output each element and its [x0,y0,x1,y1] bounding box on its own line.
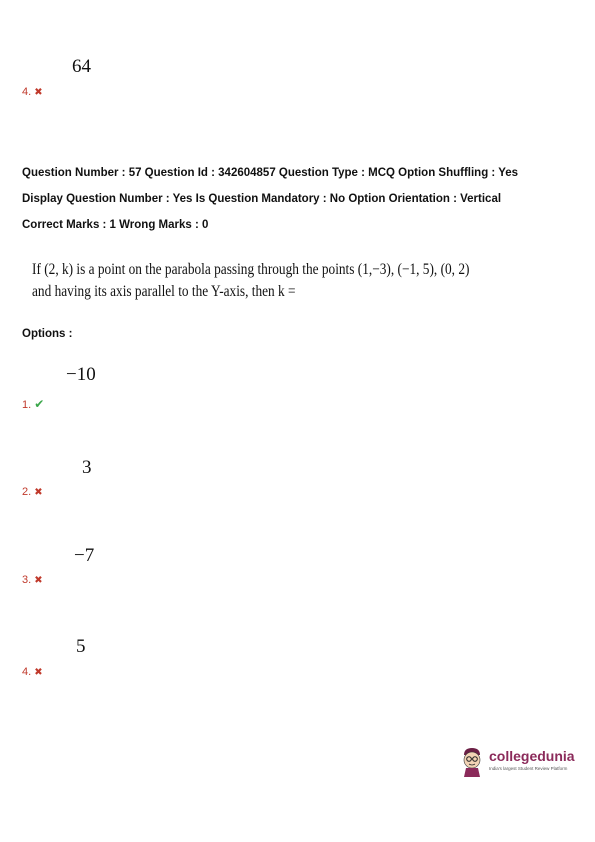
question-text-line2: and having its axis parallel to the Y-axis, then k = [32,283,296,300]
prev-option-value: 64 [72,56,91,77]
option-1-number-label: 1. [22,399,32,411]
question-text [32,259,469,303]
options-label: Options : [22,328,73,340]
logo-tagline: India's largest Student Review Platform [489,766,568,771]
question-text-line1: If (2, k) is a point on the parabola passing through the points (1,−3), (−1, 5), (0, 2) [32,261,470,278]
option-1-number [22,397,44,411]
mascot-icon [458,746,486,778]
option-3-number-label: 3. [22,574,32,586]
question-meta [22,160,518,238]
option-2-value: 3 [82,457,92,478]
collegedunia-logo [458,744,578,780]
question-meta-line3: Correct Marks : 1 Wrong Marks : 0 [22,219,209,231]
prev-option-number [22,86,43,98]
logo-name: collegedunia [489,748,575,764]
check-icon: ✔ [34,397,45,411]
cross-icon: ✖ [34,667,43,678]
prev-option-number-label: 4. [22,86,32,98]
option-4-number [22,666,43,678]
option-3-number [22,574,43,586]
option-2-number [22,486,43,498]
option-2-number-label: 2. [22,486,32,498]
cross-icon: ✖ [34,575,43,586]
option-1-value: −10 [66,364,96,385]
option-3-value: −7 [74,545,95,566]
cross-icon: ✖ [34,87,43,98]
option-4-number-label: 4. [22,666,32,678]
option-4-value: 5 [76,636,86,657]
question-meta-line1: Question Number : 57 Question Id : 342604857 Question Type : MCQ Option Shuffling : Yes [22,167,519,179]
question-meta-line2: Display Question Number : Yes Is Question Mandatory : No Option Orientation : Vertical [22,193,502,205]
cross-icon: ✖ [34,487,43,498]
